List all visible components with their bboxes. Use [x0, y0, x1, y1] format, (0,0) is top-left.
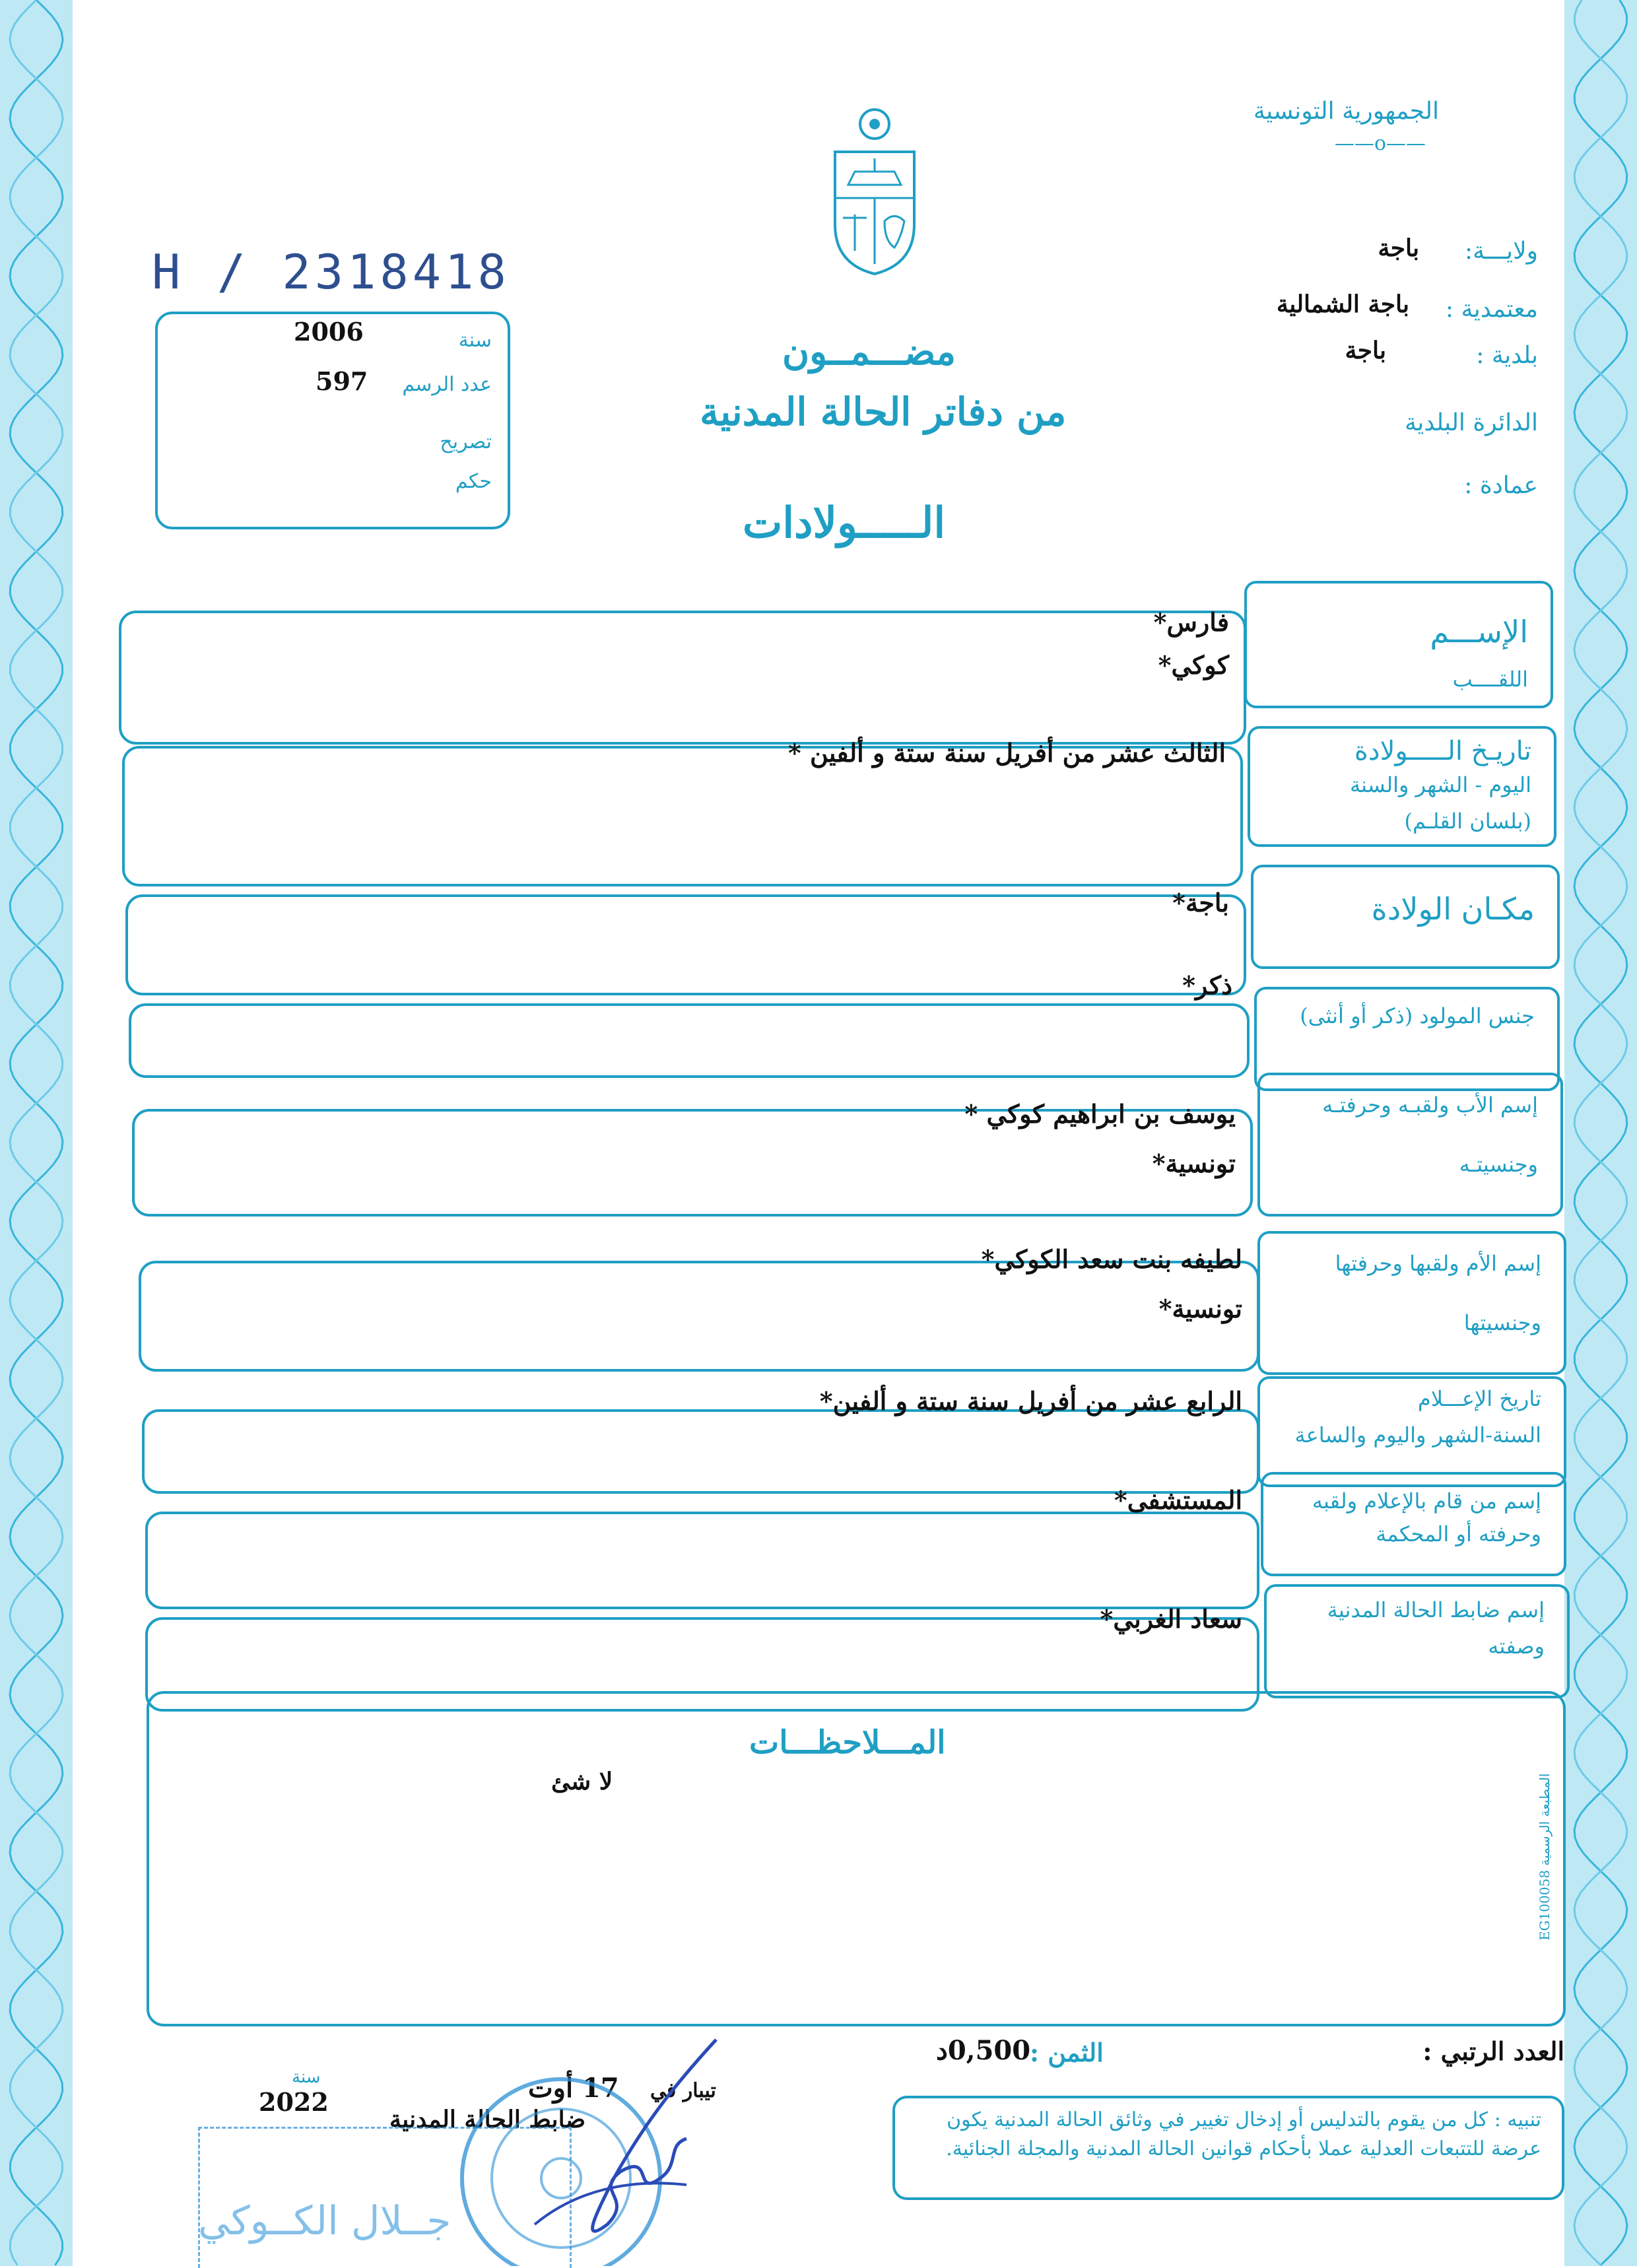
document-serial: H / 2318418 — [152, 244, 510, 300]
field-label: جنس المولود (ذكر أو أنثى) — [1300, 1003, 1535, 1028]
title-registers: من دفاتر الحالة المدنية — [700, 389, 1067, 434]
field-value: الثالث عشر من أفريل سنة ستة و ألفين * — [787, 738, 1226, 768]
price-value: 0,500د — [936, 2035, 1031, 2066]
delegation-label: معتمدية : — [1445, 296, 1538, 323]
record-year-value: 2006 — [294, 317, 364, 347]
serial-number-label: العدد الرتبي : — [1422, 2036, 1564, 2066]
field-label: وحرفته أو المحكمة — [1376, 1521, 1541, 1547]
field-value-box — [139, 1261, 1259, 1372]
field-label: تاريخ الإعـــلام — [1417, 1386, 1541, 1411]
remarks-value: لا شئ — [551, 1768, 613, 1795]
field-value-box — [119, 611, 1246, 745]
field-value-box — [129, 1003, 1250, 1078]
field-value-box — [125, 894, 1246, 995]
officer-label: ضابط الحالة المدنية — [389, 2106, 586, 2133]
officer-name: جــلال الكــوكي — [198, 2198, 451, 2244]
field-value-box — [145, 1512, 1259, 1609]
municipality-label: بلدية : — [1476, 342, 1538, 369]
field-label: إسم ضابط الحالة المدنية — [1327, 1597, 1545, 1622]
field-label: وصفته — [1488, 1634, 1545, 1659]
field-value: تونسية* — [1152, 1149, 1236, 1178]
signature-icon — [515, 2026, 739, 2264]
field-label: إسم الأب ولقبـه وحرفتـه — [1322, 1092, 1538, 1117]
field-label: إسم من قام بالإعلام ولقبه — [1312, 1488, 1541, 1514]
field-label: اللقــــب — [1452, 667, 1528, 692]
field-label: الإســـم — [1430, 614, 1528, 650]
field-value-box — [142, 1409, 1259, 1494]
year-label: سنة — [292, 2067, 321, 2087]
field-value: كوكي* — [1158, 650, 1229, 680]
republic-divider: ——o—— — [1334, 132, 1426, 155]
price-label: الثمن : — [1030, 2038, 1104, 2067]
field-value: فارس* — [1153, 607, 1229, 637]
field-value: الرابع عشر من أفريل سنة ستة و ألفين* — [819, 1386, 1242, 1416]
issued-prefix: تيبار في — [650, 2079, 716, 2102]
field-value: يوسف بن ابراهيم كوكي * — [964, 1099, 1236, 1129]
republic-heading: الجمهورية التونسية — [1253, 98, 1439, 125]
field-label: اليوم - الشهر والسنة — [1349, 772, 1531, 797]
printer-mark: المطبعة الرسمية EG100058 — [1537, 1773, 1553, 1941]
guilloche-border-right — [1564, 0, 1637, 2266]
field-value: ذكر* — [1182, 970, 1232, 1000]
tunisia-coat-of-arms-icon — [828, 106, 921, 277]
record-year-label: سنة — [458, 329, 492, 352]
field-label: وجنسيتها — [1463, 1310, 1541, 1335]
year-value: 2022 — [259, 2087, 329, 2117]
imada-label: عمادة : — [1464, 472, 1538, 499]
field-label: إسم الأم ولقبها وحرفتها — [1335, 1251, 1541, 1276]
field-label: مكـان الولادة — [1371, 891, 1535, 927]
field-value: باجة* — [1172, 888, 1229, 917]
field-label: (بلسان القلـم) — [1404, 809, 1531, 834]
field-value: المستشفى* — [1114, 1485, 1242, 1515]
municipal-district-label: الدائرة البلدية — [1404, 409, 1538, 436]
issued-day-month: 17 أوت — [528, 2073, 619, 2104]
field-label: وجنسيتـه — [1459, 1152, 1538, 1177]
delegation-value: باجة الشمالية — [1276, 290, 1409, 318]
field-value: سعاد الغربي* — [1100, 1604, 1242, 1634]
title-summary: مضـــمــون — [782, 330, 956, 374]
record-number-label: عدد الرسم — [402, 373, 492, 396]
record-declaration-label: تصريح — [440, 430, 492, 453]
warning-text: تنبيه : كل من يقوم بالتدليس أو إدخال تغيير في وثائق الحالة المدنية يكون عرضة للتتبعات العدلية عملا بأحكام قوانين الحالة المدنية والمجلة الجنائية. — [946, 2108, 1541, 2160]
section-births: الـــــولادات — [743, 498, 946, 548]
remarks-title: المـــلاحظـــات — [749, 1724, 946, 1761]
record-judgment-label: حكم — [455, 470, 492, 493]
field-label: السنة-الشهر واليوم والساعة — [1294, 1422, 1541, 1448]
record-number-value: 597 — [316, 366, 368, 396]
field-label: تاريـخ الـــــولادة — [1354, 736, 1531, 766]
field-value: لطيفه بنت سعد الكوكي* — [981, 1244, 1242, 1274]
guilloche-border-left — [0, 0, 73, 2266]
field-value: تونسية* — [1158, 1294, 1242, 1323]
wilaya-label: ولايـــة: — [1464, 238, 1538, 265]
municipality-value: باجة — [1345, 337, 1386, 364]
wilaya-value: باجة — [1378, 234, 1419, 262]
